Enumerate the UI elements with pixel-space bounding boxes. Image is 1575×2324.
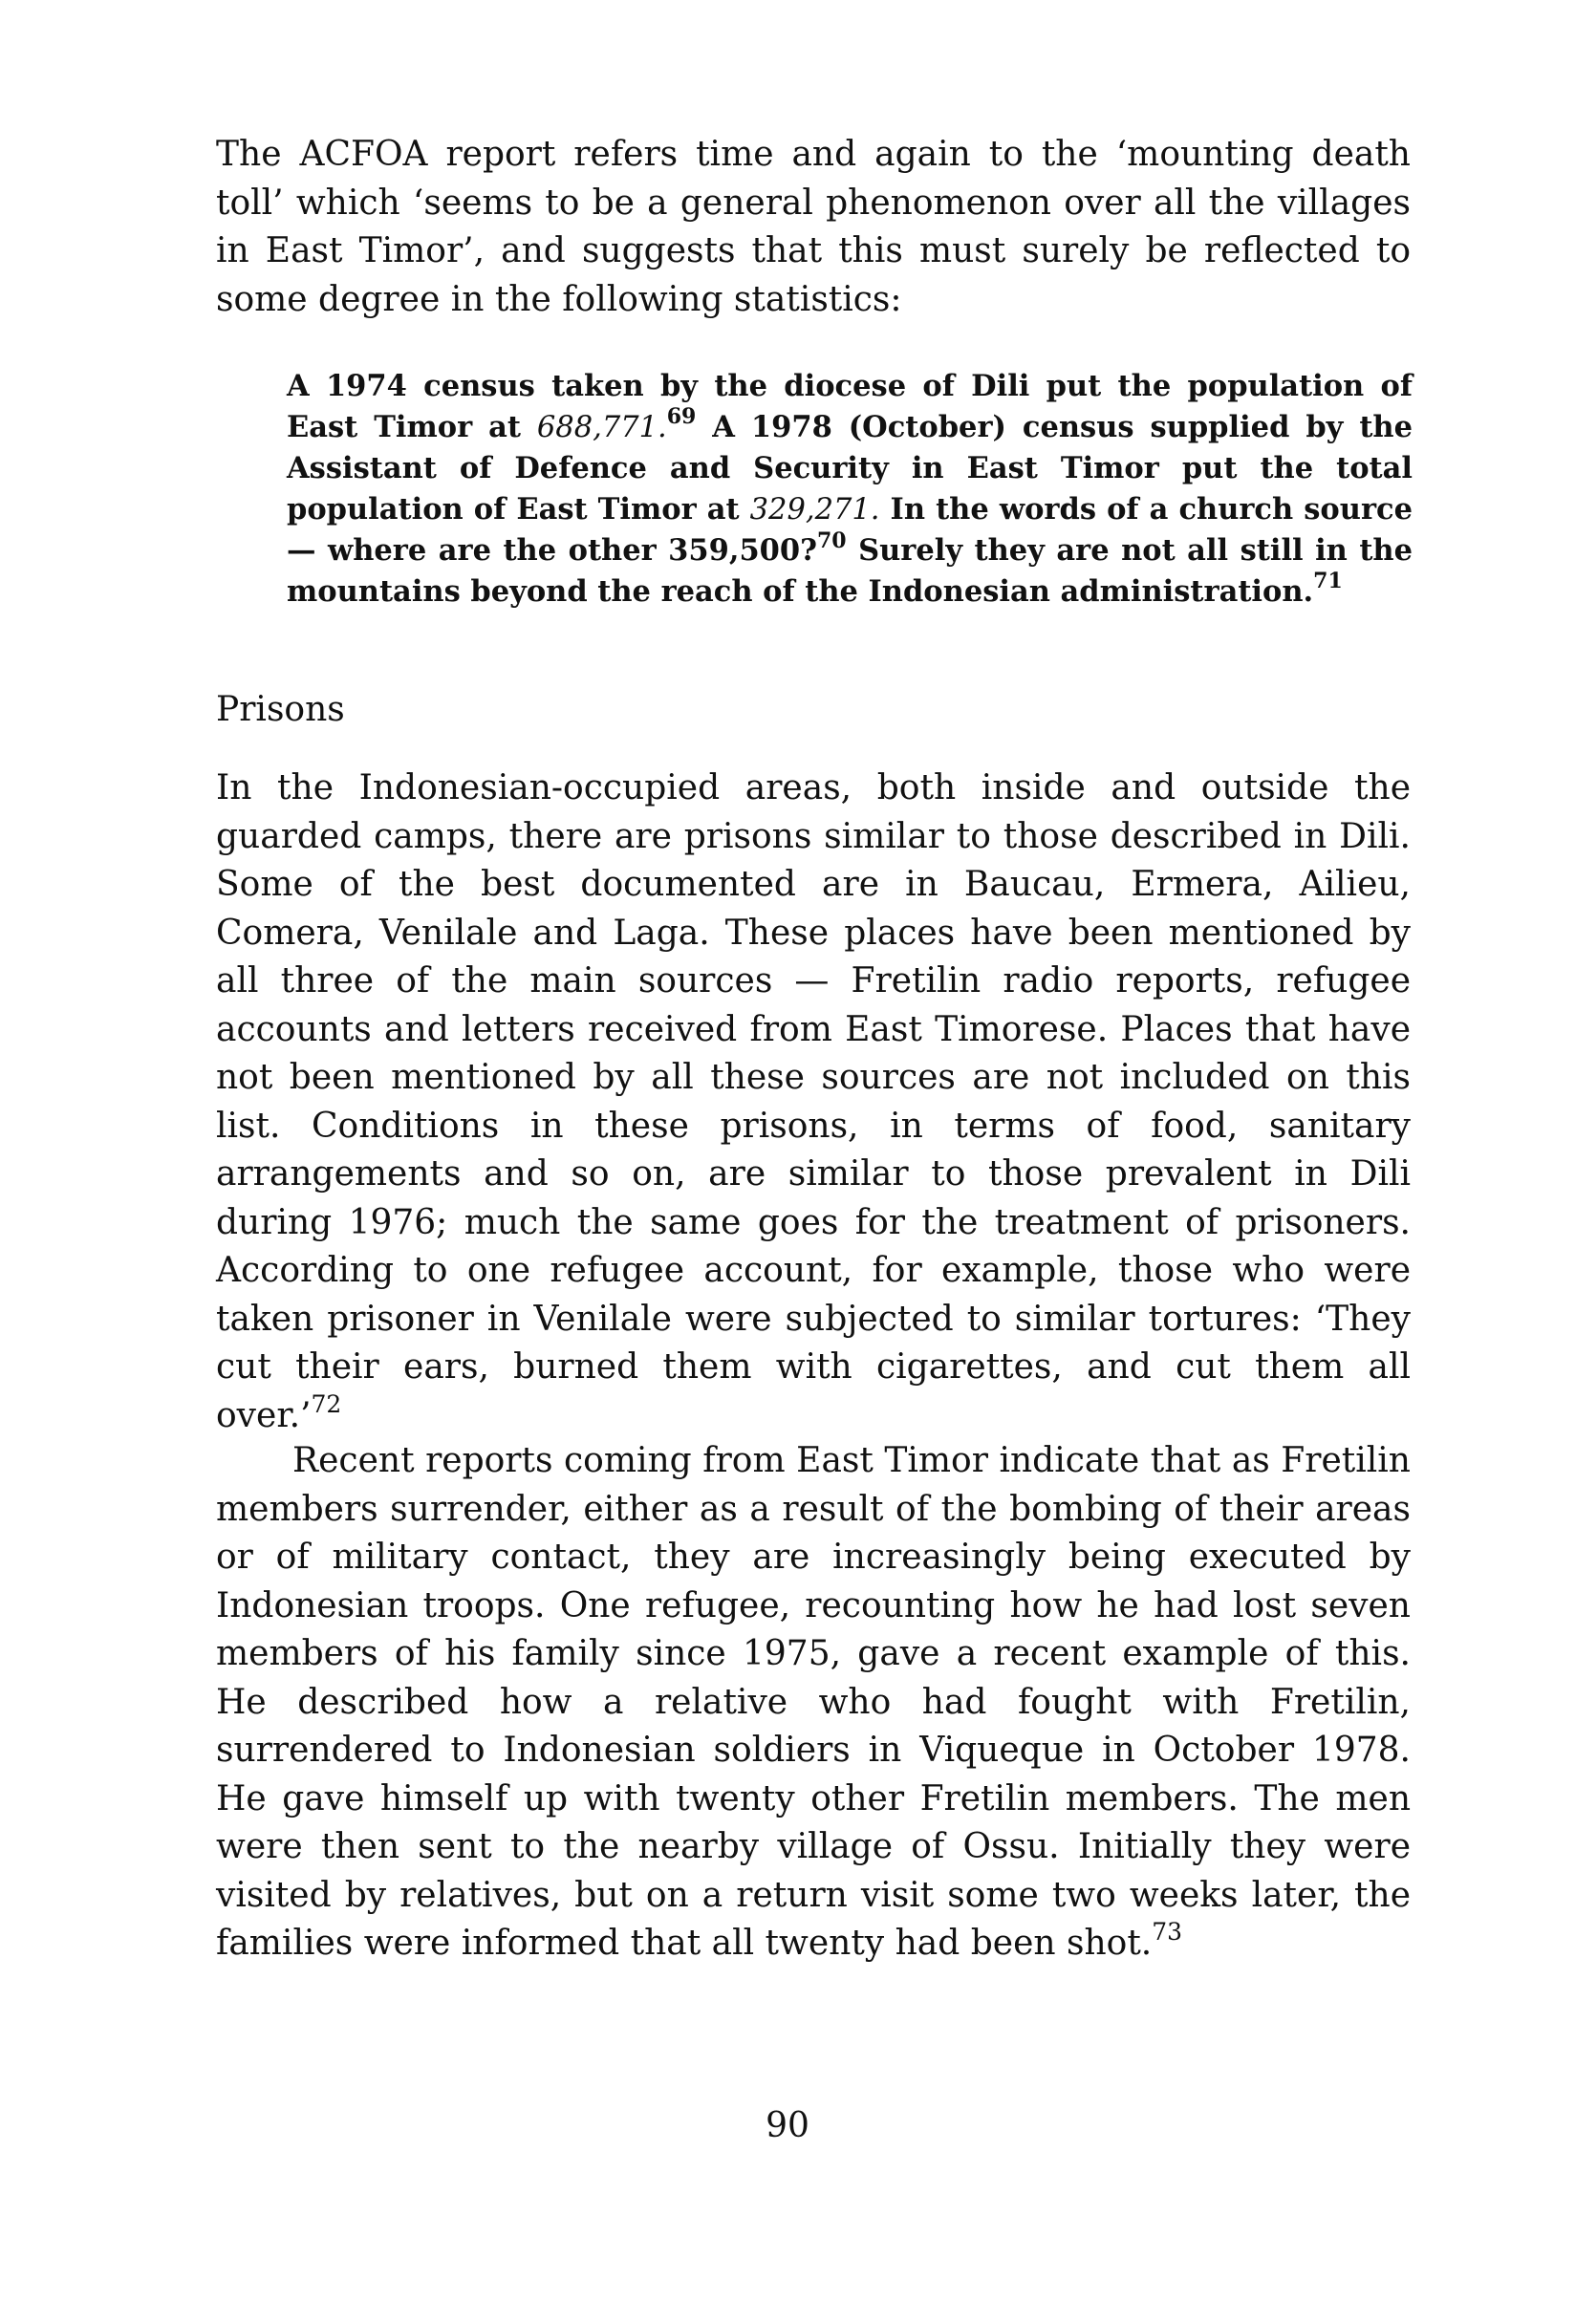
prisons-text: In the Indonesian-occupied areas, both inside and outside the guarded camps, there are prisons similar to those described in Dili. Some of the best documented are in Baucau, Ermera, Ailieu, Comera, Venilale and Laga. These places have been mentioned by all three of the main sources — Fretilin radio reports, refugee accounts and letters received from East Timorese. Places that have not been mentioned by all these sources are not included on this list. Conditions in these prisons, in terms of food, sanitary arrangements and so on, are similar to those prevalent in Dili during 1976; much the same goes for the treatment of prisoners. According to one refugee account, for example, those who were taken prisoner in Venilale were subjected to similar tortures: ‘They cut their ears, burned them with cigarettes, and cut them all over.’ <box>216 768 1411 1435</box>
quote-part-1: A 1974 census taken by the diocese of Dili put the population of East Timor at <box>287 369 1413 444</box>
population-figure-1978: 329,271. <box>749 492 880 527</box>
section-heading: Prisons <box>216 690 345 729</box>
quote-part-4: Surely they are not all still in the mountains beyond the reach of the Indonesian administration. <box>287 533 1413 609</box>
quote-part-2: A 1978 (October) census supplied by the Assistant of Defence and Security in East Timor put the total population of East Timor at <box>287 409 1413 527</box>
prisons-paragraph <box>216 764 1411 1440</box>
footnote-ref-73: 73 <box>1152 1918 1183 1946</box>
population-figure-1974: 688,771. <box>536 410 667 444</box>
footnote-ref-70: 70 <box>816 527 847 553</box>
page-number: 90 <box>766 2106 809 2145</box>
footnote-ref-72: 72 <box>311 1389 342 1418</box>
footnote-ref-69: 69 <box>666 404 697 430</box>
census-blockquote <box>287 366 1413 612</box>
intro-text: The ACFOA report refers time and again to the ‘mounting death toll’ which ‘seems to be a general phenomenon over all the villages in East Timor’, and suggests that this must surely be reflected to some degree in the following statistics: <box>216 135 1411 319</box>
recent-reports-paragraph <box>216 1437 1411 1969</box>
footnote-ref-71: 71 <box>1313 569 1343 594</box>
quote-part-3: In the words of a church source — where are the other 359,500? <box>287 491 1413 568</box>
intro-paragraph <box>216 131 1411 324</box>
recent-reports-text: Recent reports coming from East Timor indicate that as Fretilin members surrender, either as a result of the bombing of their areas or of military contact, they are increasingly being executed by Indonesian troops. One refugee, recounting how he had lost seven members of his family since 1975, gave a recent example of this. He described how a relative who had fought with Fretilin, surrendered to Indonesian soldiers in Viqueque in October 1978. He gave himself up with twenty other Fretilin members. The men were then sent to the nearby village of Ossu. Initially they were visited by relatives, but on a return visit some two weeks later, the families were informed that all twenty had been shot. <box>216 1441 1411 1963</box>
